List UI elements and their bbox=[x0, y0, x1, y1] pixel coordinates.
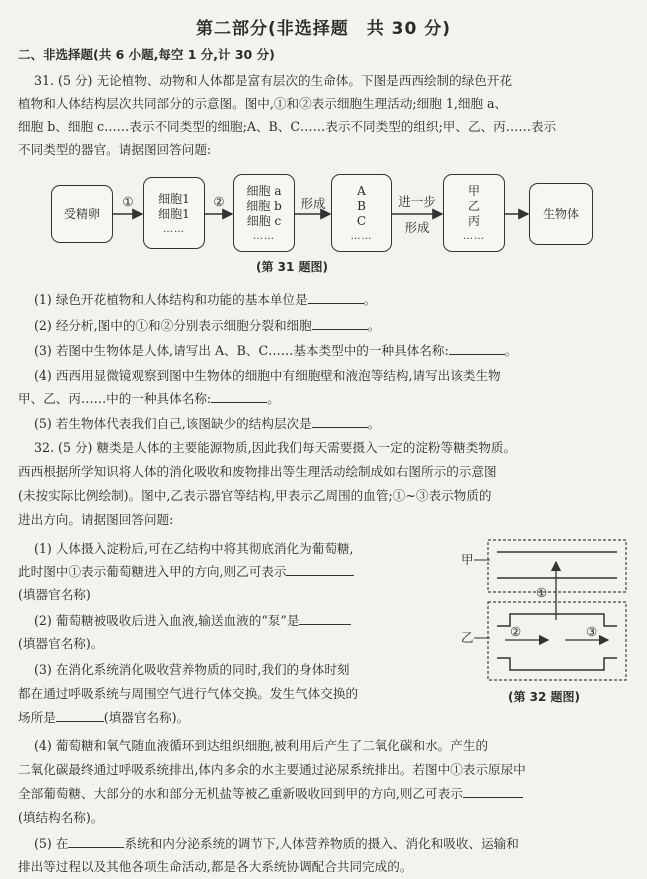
q32-sub-3-line-2: 都在通过呼吸系统与周围空气进行气体交换。发生气体交换的 bbox=[18, 686, 359, 701]
q31-sub-4-line-1: (4) 西西用显微镜观察到图中生物体的细胞中有细胞壁和液泡等结构,请写出该类生物 bbox=[34, 368, 501, 383]
q32-sub-4-line-3 bbox=[18, 783, 628, 805]
box-organs-line-2: 乙 bbox=[467, 199, 480, 213]
q32-sub-5-blank[interactable] bbox=[68, 834, 124, 848]
q32-sub-4-line-1: (4) 葡萄糖和氧气随血液循环到达组织细胞,被利用后产生了二氧化碳和水。产生的 bbox=[34, 738, 489, 753]
q31-line-4: 不同类型的器官。请据图回答问题: bbox=[18, 142, 212, 157]
q32-sub-5-text: (5) 在 bbox=[34, 836, 69, 851]
q31-sub-4-line-2: 甲、乙、丙……中的一种具体名称: 。 bbox=[18, 391, 280, 406]
step-1-label: ① bbox=[122, 194, 134, 209]
box-organs-dots: …… bbox=[463, 231, 485, 242]
box-tissues-line-3: C bbox=[356, 214, 367, 228]
label-jia: 甲 bbox=[461, 552, 474, 567]
q31-sub-1-text: (1) 绿色开花植物和人体结构和功能的基本单位是 bbox=[34, 292, 308, 307]
q31-sub-3: (3) 若图中生物体是人体,请写出 A、B、C……基本类型中的一种具体名称: 。 bbox=[34, 343, 518, 358]
q31-line-2: 植物和人体结构层次共同部分的示意图。图中,①和②表示细胞生理活动;细胞 1,细胞 a、 bbox=[18, 96, 508, 111]
box-tissues-line-1: A bbox=[357, 184, 366, 198]
box-cells-abc-line-2: 细胞 b bbox=[246, 199, 282, 213]
q31-line-1: 31. (5 分) 无论植物、动物和人体都是富有层次的生命体。下图是西西绘制的绿色开花 bbox=[34, 73, 513, 88]
q31-sub-1: (1) 绿色开花植物和人体结构和功能的基本单位是 。 bbox=[34, 292, 377, 307]
box-cells-abc-line-1: 细胞 a bbox=[246, 184, 282, 198]
label-yi: 乙 bbox=[461, 630, 474, 645]
q31-sub-4-text: 甲、乙、丙……中的一种具体名称: bbox=[18, 391, 212, 406]
marker-2: ② bbox=[510, 624, 522, 639]
q32-line-3: (未按实际比例绘制)。图中,乙表示器官等结构,甲表示乙周围的血管;①~③表示物质的 bbox=[18, 488, 492, 503]
box-tissues-dots: …… bbox=[350, 231, 373, 242]
box-organs-line-1: 甲 bbox=[467, 184, 480, 198]
q32-line-4: 进出方向。请据图回答问题: bbox=[18, 512, 174, 527]
q32-figure-caption: (第 32 题图) bbox=[508, 690, 581, 704]
box-cells-1-dots: …… bbox=[163, 223, 185, 235]
q32-sub-3-tail: (填器官名称)。 bbox=[103, 710, 190, 725]
box-tissues-line-2: B bbox=[357, 199, 366, 213]
q32-line-1: 32. (5 分) 糖类是人体的主要能源物质,因此我们每天需要摄入一定的淀粉等糖类物质。 bbox=[34, 440, 517, 455]
organ-wall-bottom bbox=[497, 658, 617, 670]
q31-sub-5-text: (5) 若生物体代表我们自己,该图缺少的结构层次是 bbox=[34, 416, 312, 431]
q32-sub-3-line-1: (3) 在消化系统消化吸收营养物质的同时,我们的身体时刻 bbox=[34, 662, 350, 677]
q32-line-2: 西西根据所学知识将人体的消化吸收和废物排出等生理活动绘制成如右图所示的示意图 bbox=[18, 464, 497, 479]
box-cells-1-line-2: 细胞1 bbox=[158, 206, 190, 221]
q31-figure-caption: (第 31 题图) bbox=[256, 260, 329, 274]
step-3-label: 形成 bbox=[300, 196, 326, 211]
step-4-label-bottom: 形成 bbox=[404, 220, 430, 235]
q32-sub-4-blank[interactable] bbox=[463, 784, 523, 798]
q32-sub-1-text: 此时图中①表示葡萄糖进入甲的方向,则乙可表示 bbox=[18, 564, 287, 579]
q32-sub-1-line-1: (1) 人体摄入淀粉后,可在乙结构中将其彻底消化为葡萄糖, bbox=[34, 541, 354, 556]
box-cells-1-line-1: 细胞1 bbox=[158, 191, 190, 206]
q32-sub-5-line-1 bbox=[34, 833, 644, 855]
q31-line-3: 细胞 b、细胞 c……表示不同类型的细胞;A、B、C……表示不同类型的组织;甲、乙、丙……表示 bbox=[18, 119, 557, 134]
q32-sub-5-line-2: 排出等过程以及其他各项生命活动,都是各大系统协调配合共同完成的。 bbox=[18, 859, 413, 874]
q31-sub-2: (2) 经分析,图中的①和②分别表示细胞分裂和细胞 。 bbox=[34, 318, 381, 333]
box-zygote-label: 受精卵 bbox=[63, 206, 100, 221]
q31-sub-2-text: (2) 经分析,图中的①和②分别表示细胞分裂和细胞 bbox=[34, 318, 312, 333]
q31-sub-3-text: (3) 若图中生物体是人体,请写出 A、B、C……基本类型中的一种具体名称: bbox=[34, 343, 449, 358]
section-heading: 二、非选择题(共 6 小题,每空 1 分,计 30 分) bbox=[18, 47, 275, 62]
box-organs-line-3: 丙 bbox=[467, 214, 480, 228]
step-4-label-top: 进一步 bbox=[398, 194, 436, 209]
q32-sub-4-line-2: 二氧化碳最终通过呼吸系统排出,体内多余的水主要通过泌尿系统排出。若图中①表示原尿中 bbox=[18, 762, 526, 777]
marker-1: ① bbox=[536, 585, 548, 600]
vessel-box-jia bbox=[488, 540, 626, 592]
q32-sub-1-line-3: (填器官名称) bbox=[18, 587, 91, 602]
q32-sub-3-text: 场所是 bbox=[18, 710, 56, 725]
q32-sub-2-line-2: (填器官名称)。 bbox=[18, 636, 104, 651]
box-cells-abc-line-3: 细胞 c bbox=[246, 214, 282, 228]
box-cells-abc-dots: …… bbox=[253, 231, 275, 242]
box-organism-label: 生物体 bbox=[542, 206, 579, 221]
q31-sub-5: (5) 若生物体代表我们自己,该图缺少的结构层次是 。 bbox=[34, 416, 381, 431]
q32-sub-4-text: 全部葡萄糖、大部分的水和部分无机盐等被乙重新吸收回到甲的方向,则乙可表示 bbox=[18, 786, 463, 801]
page-title: 第二部分(非选择题 共 30 分) bbox=[195, 19, 452, 39]
step-2-label: ② bbox=[213, 194, 225, 209]
q32-sub-4-line-4: (填结构名称)。 bbox=[18, 810, 104, 825]
q32-sub-5-tail: 系统和内分泌系统的调节下,人体营养物质的摄入、消化和吸收、运输和 bbox=[124, 836, 519, 851]
marker-3: ③ bbox=[586, 624, 598, 639]
q32-sub-2-text: (2) 葡萄糖被吸收后进入血液,输送血液的“泵”是 bbox=[34, 613, 300, 628]
